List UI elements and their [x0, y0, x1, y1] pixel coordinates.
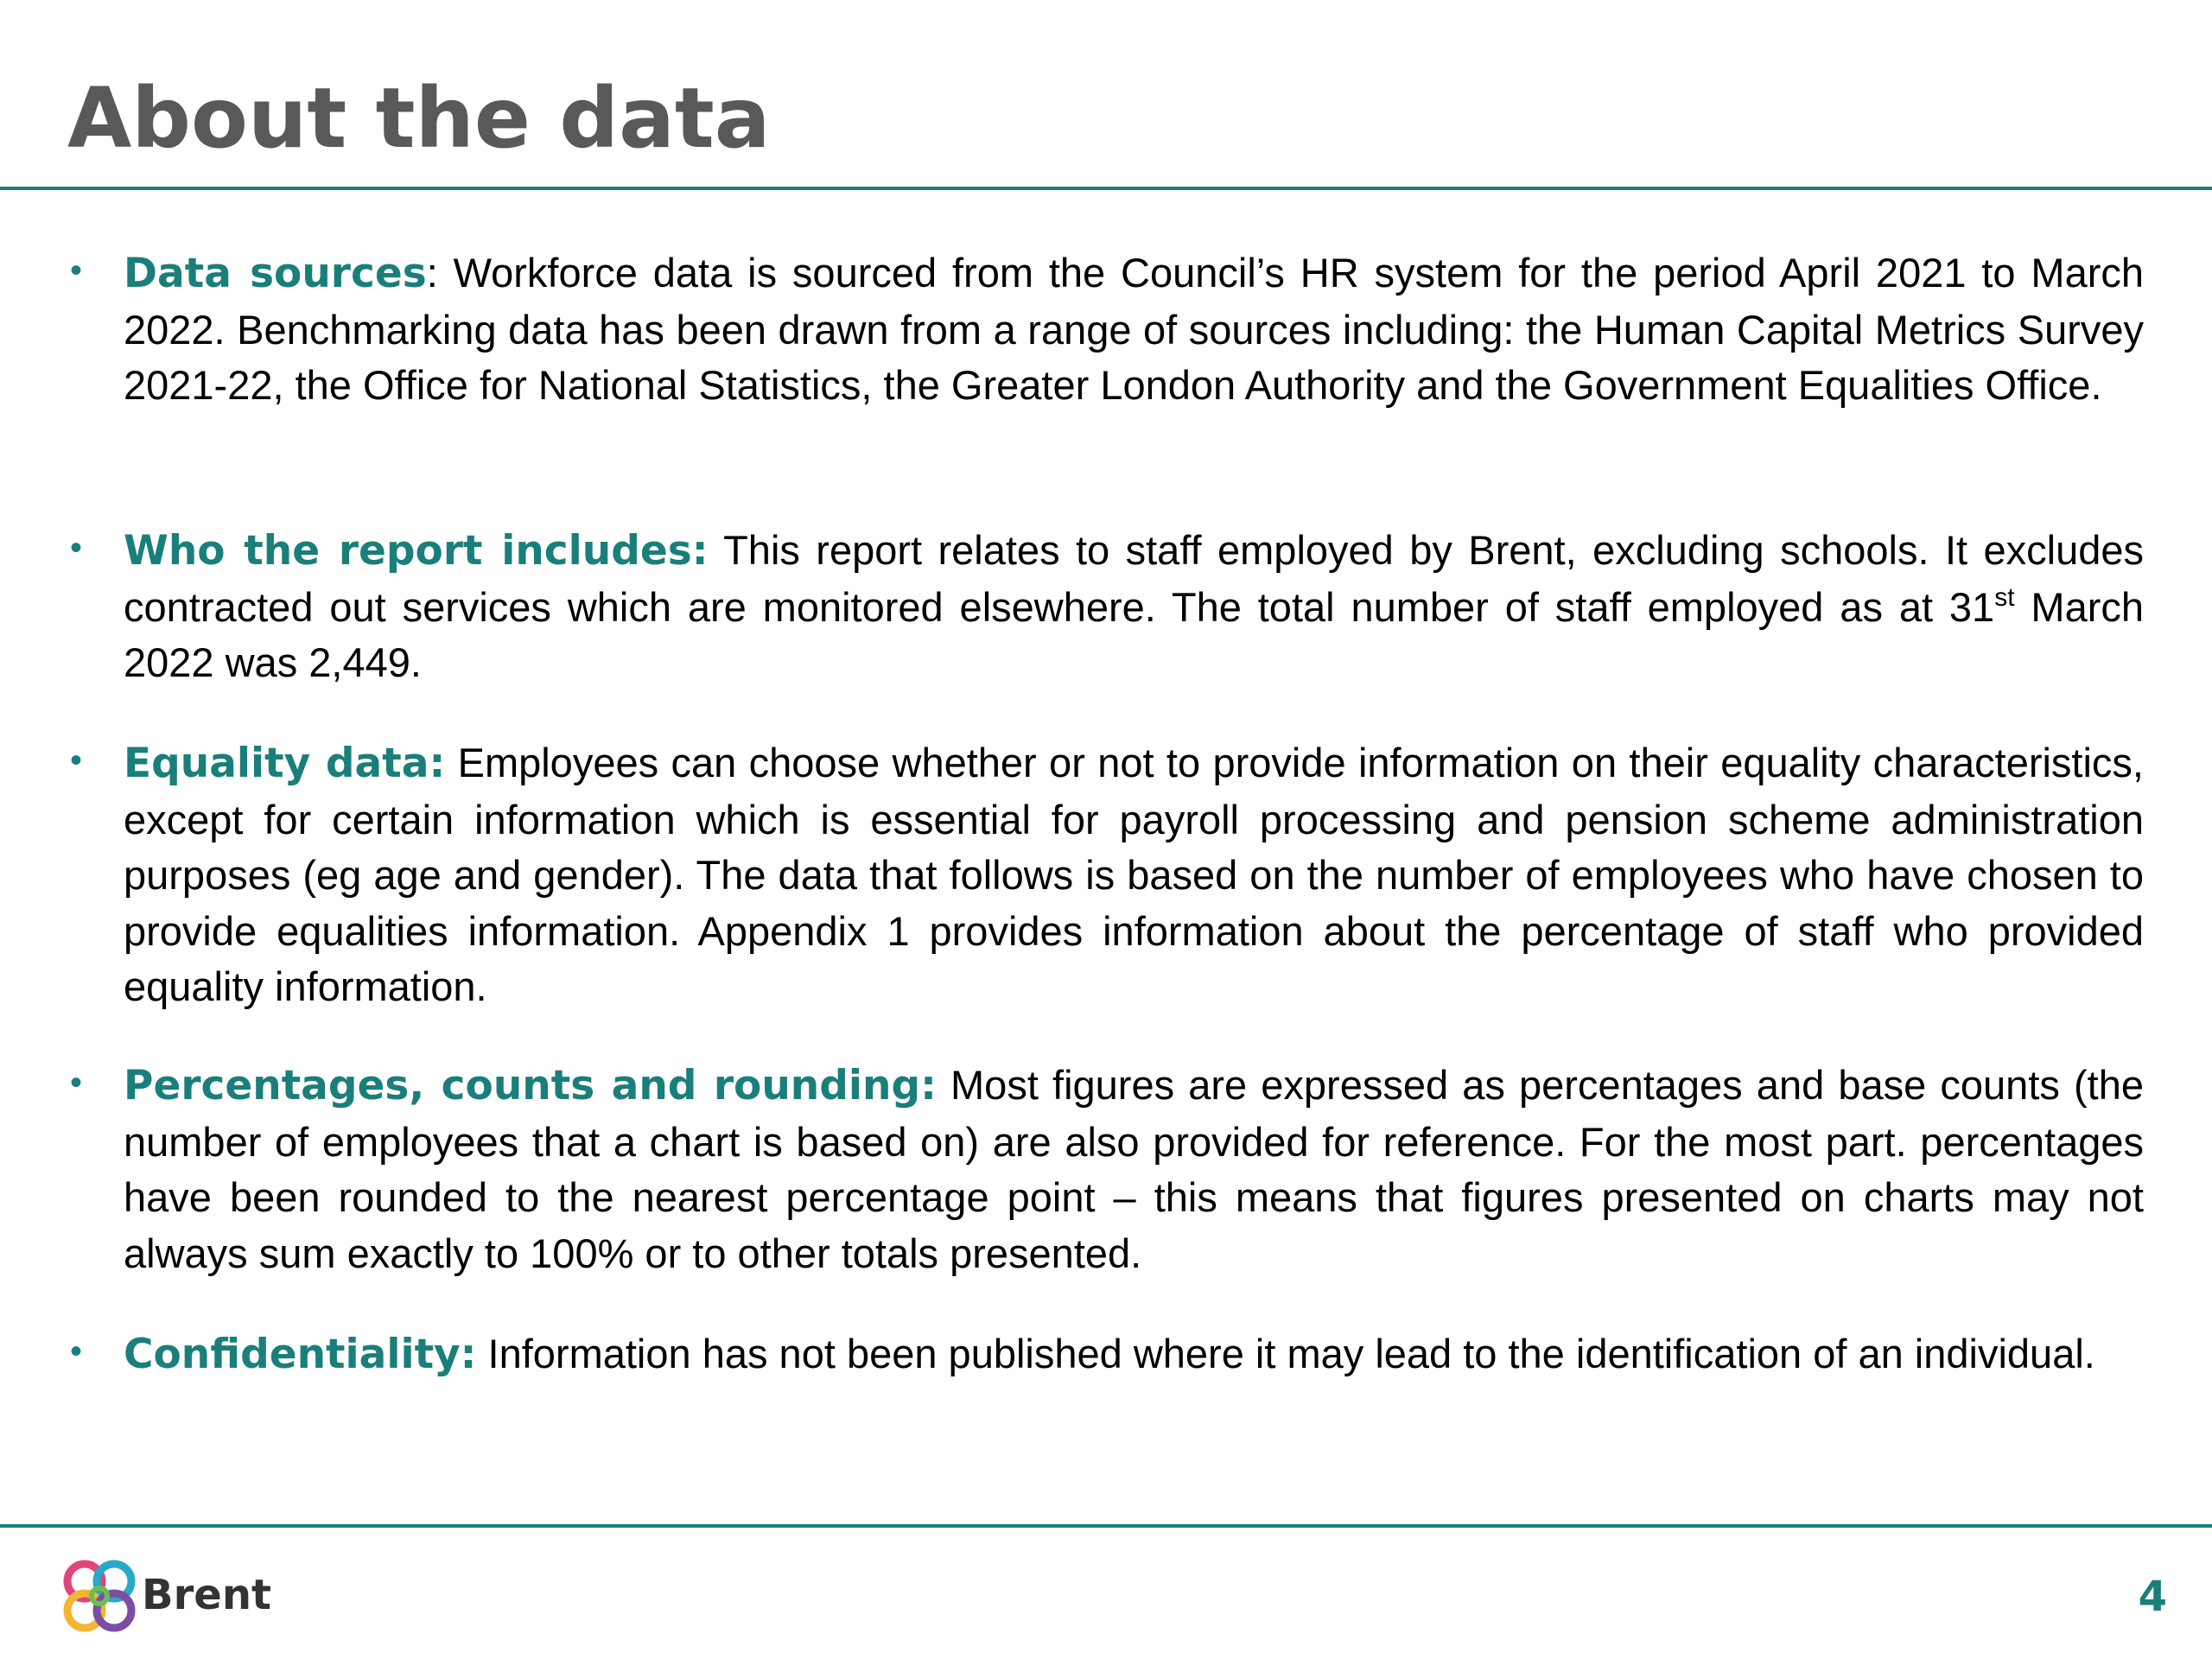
brent-logo-icon — [60, 1557, 138, 1635]
bullet-text: Information has not been published where it may lead to the identification of an individual. — [476, 1331, 2095, 1376]
bullet-heading: Data sources — [124, 250, 427, 297]
bullet-marker: • — [70, 251, 83, 289]
brent-wordmark: Brent — [142, 1571, 271, 1619]
bullet-heading: Confidentiality: — [124, 1331, 477, 1378]
bullet-heading: Who the report includes: — [124, 527, 709, 575]
bullet-percentages-rounding — [70, 1058, 2144, 1281]
bullet-marker: • — [70, 529, 83, 567]
bullet-colon: : — [426, 250, 438, 296]
bullet-who-report-includes — [70, 523, 2144, 691]
header-divider — [0, 187, 2212, 190]
bullet-text: Workforce data is sourced from the Council’s HR system for the period April 2021 to March 2022. Benchmarking data has been drawn from a range of sources including: the Human Capital Metrics Survey 2021-22, the Office for National Statistics, the Greater London Authority and the Government Equalities Office. — [124, 250, 2144, 408]
bullet-text-end: March 2022 was 2,449. — [124, 583, 2144, 685]
bullet-data-sources — [70, 245, 2144, 414]
bullet-heading: Equality data: — [124, 740, 446, 787]
bullet-text: Employees can choose whether or not to provide information on their equality characteristics, except for certain information which is essential for payroll processing and pension scheme administration purposes (eg age and gender). The data that follows is based on the number of employees who have chosen to provide equalities information. Appendix 1 provides information about the percentage of staff who provided equality information. — [124, 740, 2144, 1009]
bullet-heading: Percentages, counts and rounding: — [124, 1062, 937, 1109]
bullet-confidentiality — [70, 1326, 2144, 1383]
page-number: 4 — [2138, 1573, 2167, 1621]
ordinal-suffix: st — [1994, 582, 2015, 612]
footer-divider — [0, 1524, 2212, 1528]
bullet-equality-data — [70, 735, 2144, 1015]
bullet-marker: • — [70, 741, 83, 779]
slide-title: About the data — [67, 70, 771, 167]
bullet-text: Most figures are expressed as percentages and base counts (the number of employees that a chart is based on) are also provided for reference. For the most part. percentages have been rounded to the nearest percentage point – this means that figures presented on charts may not always sum exactly to 100% or to other totals presented. — [124, 1062, 2144, 1276]
bullet-marker: • — [70, 1332, 83, 1370]
bullet-text: This report relates to staff employed by Brent, excluding schools. It excludes contracted out services which are monitored elsewhere. The total number of staff employed as at 31 — [124, 527, 2144, 630]
bullet-marker: • — [70, 1064, 83, 1102]
